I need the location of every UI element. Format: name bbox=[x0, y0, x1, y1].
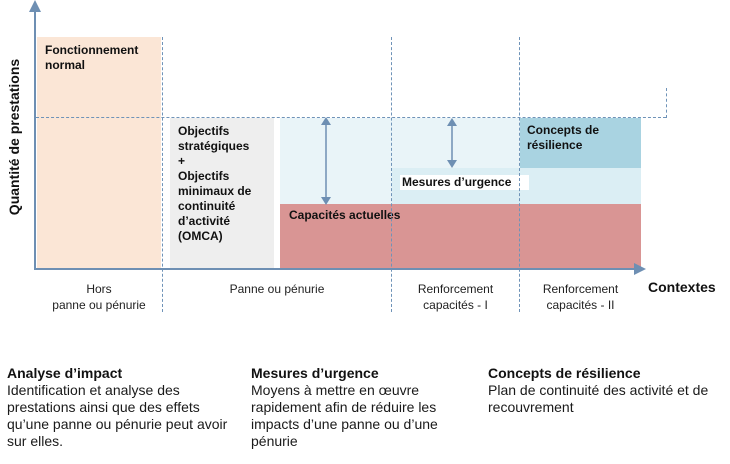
urgency-measures-title: Mesures d’urgence bbox=[251, 365, 379, 381]
impact-analysis-text: Identification et analyse des prestations ainsi que des effets qu’une panne ou pénurie peut avoir sur elles. bbox=[7, 382, 228, 449]
context-separator-1 bbox=[162, 37, 163, 312]
resilience-concepts-title: Concepts de résilience bbox=[488, 365, 641, 381]
target-level-line bbox=[36, 117, 666, 118]
impact-analysis-block bbox=[7, 365, 232, 450]
resilience-concepts-block bbox=[488, 365, 718, 416]
context-separator-3 bbox=[519, 37, 520, 312]
context-label-normal: Hors panne ou pénurie bbox=[52, 282, 146, 312]
impact-analysis-title: Analyse d’impact bbox=[7, 365, 123, 381]
context-separator-2 bbox=[391, 37, 392, 312]
y-axis-label: Quantité de prestations bbox=[6, 58, 22, 216]
x-axis-label: Contextes bbox=[648, 279, 716, 295]
y-axis-arrowhead bbox=[29, 0, 41, 12]
urgency-measures-text: Moyens à mettre en œuvre rapidement afin de réduire les impacts d’une panne ou d’une pénurie bbox=[251, 382, 438, 449]
urgency-measures-block bbox=[251, 365, 476, 450]
x-axis-arrowhead bbox=[634, 263, 646, 275]
urgency-gap-arrow bbox=[445, 118, 459, 168]
objectives-label: Objectifs stratégiques + Objectifs minimaux de continuité d’activité (OMCA) bbox=[178, 124, 252, 243]
resilience-concepts-text: Plan de continuité des activité et de recouvrement bbox=[488, 382, 709, 415]
y-axis bbox=[34, 2, 36, 270]
normal-operation-label: Fonctionnement normal bbox=[45, 43, 139, 72]
current-capacities-label: Capacités actuelles bbox=[289, 208, 401, 222]
resilience-label: Concepts de résilience bbox=[527, 123, 600, 152]
target-level-tick bbox=[666, 88, 667, 118]
x-axis bbox=[34, 268, 636, 270]
context-label-reinforcement-2: Renforcement capacités - II bbox=[542, 282, 619, 312]
context-label-reinforcement-1: Renforcement capacités - I bbox=[417, 282, 494, 312]
capacity-gap-arrow bbox=[319, 117, 333, 205]
context-label-outage: Panne ou pénurie bbox=[229, 282, 325, 296]
urgency-label: Mesures d’urgence bbox=[400, 175, 529, 190]
